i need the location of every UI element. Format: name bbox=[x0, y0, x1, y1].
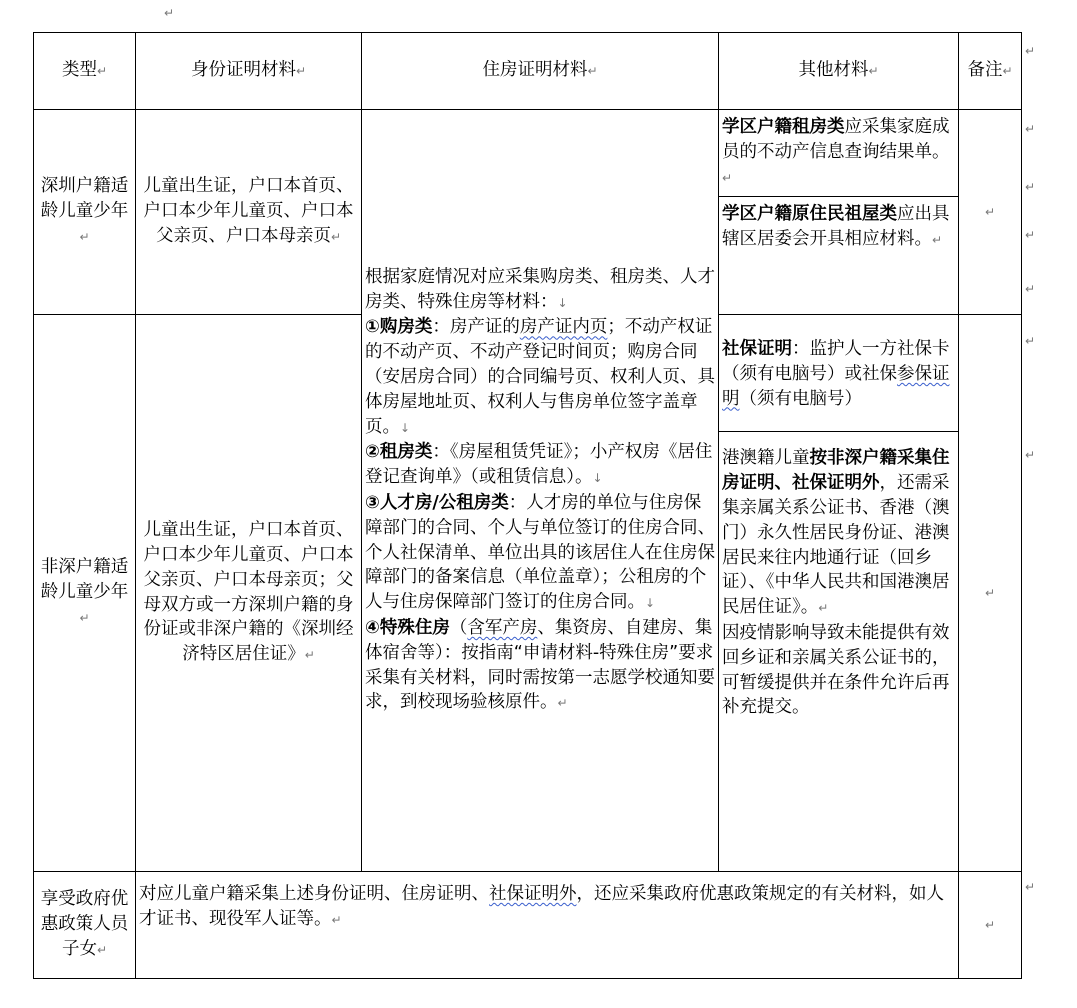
sz-other-rent: 学区户籍租房类应采集家庭成员的不动产信息查询结果单。↵ bbox=[719, 110, 958, 197]
sz-other-ancestral: 学区户籍原住民祖屋类应出具辖区居委会开具相应材料。↵ bbox=[722, 204, 950, 250]
housing-intro: 根据家庭情况对应采集购房类、租房类、人才房类、特殊住房等材料：↓ bbox=[365, 266, 715, 312]
margin-mark: ↵ bbox=[1025, 228, 1036, 242]
housing-cell bbox=[362, 110, 719, 872]
margin-mark: ↵ bbox=[1025, 44, 1036, 58]
sz-identity-cell: 儿童出生证，户口本首页、户口本少年儿童页、户口本父亲页、户口本母亲页↵ bbox=[136, 110, 362, 315]
header-other: 其他材料↵ bbox=[719, 33, 959, 110]
margin-mark: ↵ bbox=[1025, 180, 1036, 194]
nonsz-other-cell bbox=[719, 315, 959, 872]
nonsz-type-cell: 非深户籍适龄儿童少年↵ bbox=[34, 315, 136, 872]
header-note: 备注↵ bbox=[959, 33, 1022, 110]
pref-type-cell: 享受政府优惠政策人员子女↵ bbox=[34, 872, 136, 979]
paragraph-mark: ↵ bbox=[164, 6, 175, 20]
margin-mark: ↵ bbox=[1025, 880, 1036, 894]
row-preferential bbox=[34, 872, 1022, 979]
nonsz-identity-cell: 儿童出生证，户口本首页、户口本少年儿童页、户口本父亲页、户口本母亲页；父母双方或一方深圳户籍的身份证或非深户籍的《深圳经济特区居住证》↵ bbox=[136, 315, 362, 872]
header-row bbox=[34, 33, 1022, 110]
sz-type-cell: 深圳户籍适龄儿童少年↵ bbox=[34, 110, 136, 315]
social-security-box: 社保证明：监护人一方社保卡（须有电脑号）或社保参保证明（须有电脑号） bbox=[719, 315, 958, 432]
header-identity: 身份证明材料↵ bbox=[136, 33, 362, 110]
header-housing: 住房证明材料↵ bbox=[362, 33, 719, 110]
sz-other-cell bbox=[719, 110, 959, 315]
hk-macau-box: 港澳籍儿童按非深户籍采集住房证明、社保证明外，还需采集亲属关系公证书、香港（澳门）永久性居民身份证、港澳居民来往内地通行证（回乡证）、《中华人民共和国港澳居民居住证》。↵ 因疫情影响导致未能提供有效回乡证和亲属关系公证书的，可暂缓提供并在条件允许后再补充提交。 bbox=[722, 448, 950, 718]
housing-talent: ③人才房/公租房类：人才房的单位与住房保障部门的合同、个人与单位签订的住房合同、个人社保清单、单位出具的该居住人在住房保障部门的备案信息（单位盖章）；公租房的个人与住房保障部门签订的住房合同。↓ bbox=[365, 493, 715, 613]
header-type: 类型↵ bbox=[34, 33, 136, 110]
row-shenzhen bbox=[34, 110, 1022, 315]
pref-text-cell: 对应儿童户籍采集上述身份证明、住房证明、社保证明外，还应采集政府优惠政策规定的有关材料，如人才证书、现役军人证等。↵ bbox=[136, 872, 959, 979]
nonsz-note-cell: ↵ bbox=[959, 315, 1022, 872]
margin-mark: ↵ bbox=[1025, 448, 1036, 462]
margin-mark: ↵ bbox=[1025, 122, 1036, 136]
housing-rent: ②租房类：《房屋租赁凭证》；小产权房《居住登记查询单》（或租赁信息）。↓ bbox=[365, 442, 713, 488]
housing-special: ④特殊住房（含军产房、集资房、自建房、集体宿舍等）：按指南“申请材料-特殊住房”要求采集有关材料，同时需按第一志愿学校通知要求，到校现场验核原件。↵ bbox=[365, 617, 715, 713]
margin-mark: ↵ bbox=[1025, 334, 1036, 348]
margin-mark: ↵ bbox=[1025, 282, 1036, 296]
pref-note-cell: ↵ bbox=[959, 872, 1022, 979]
materials-table bbox=[33, 32, 1022, 979]
housing-purchase: ①购房类：房产证的房产证内页；不动产权证的不动产页、不动产登记时间页；购房合同（安居房合同）的合同编号页、权利人页、具体房屋地址页、权利人与售房单位签字盖章页。↓ bbox=[365, 317, 715, 437]
sz-note-cell: ↵ bbox=[959, 110, 1022, 315]
